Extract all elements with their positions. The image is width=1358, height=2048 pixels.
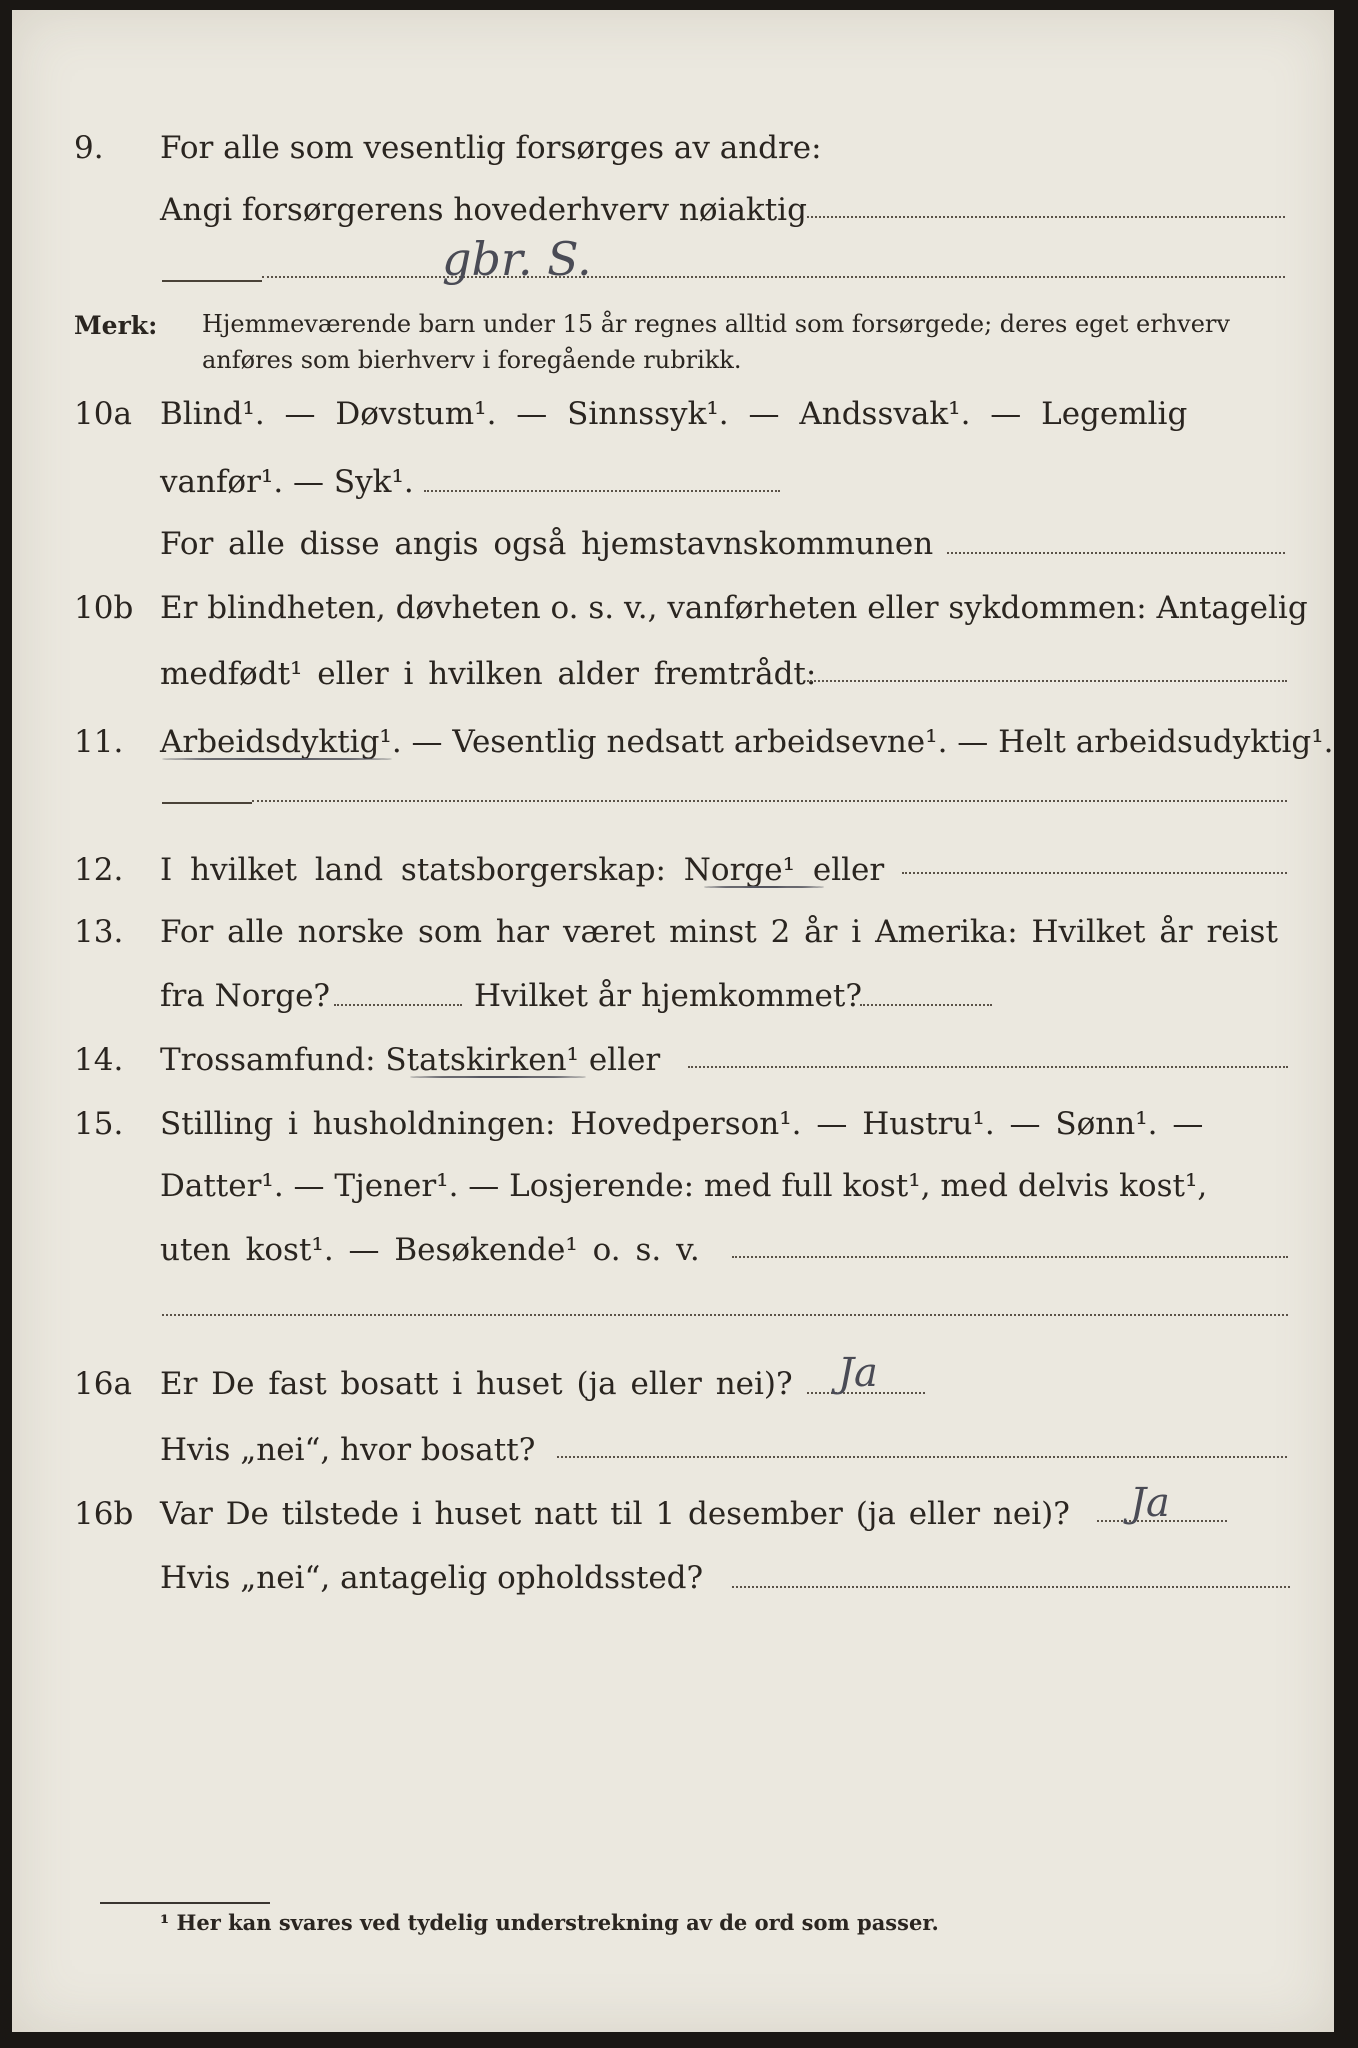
answer-line bbox=[732, 1586, 1290, 1588]
question-text: Trossamfund: Statskirken¹ eller bbox=[160, 1042, 661, 1078]
question-text: Var De tilstede i huset natt til 1 desember (ja eller nei)? bbox=[160, 1496, 1070, 1532]
question-text: For alle disse angis også hjemstavnskommunen bbox=[160, 526, 934, 562]
question-text: Blind¹. — Døvstum¹. — Sinnssyk¹. — Andssvak¹. — Legemlig bbox=[160, 396, 1188, 432]
question-number: 16a bbox=[74, 1366, 132, 1402]
answer-line bbox=[732, 1256, 1288, 1258]
question-number: 15. bbox=[74, 1106, 124, 1142]
answer-line bbox=[947, 552, 1285, 554]
question-number: 10a bbox=[74, 396, 132, 432]
answer-line bbox=[807, 216, 1285, 218]
answer-line bbox=[262, 276, 1285, 278]
question-text: Angi forsørgerens hovederhverv nøiaktig bbox=[160, 192, 807, 228]
question-number: 16b bbox=[74, 1496, 134, 1532]
census-form-page bbox=[12, 10, 1334, 2032]
handwritten-underline bbox=[162, 758, 392, 760]
question-number: 9. bbox=[74, 130, 104, 166]
answer-line bbox=[334, 1004, 462, 1006]
merk-line: anføres som bierhverv i foregående rubrikk. bbox=[202, 346, 742, 374]
question-text: Hvilket år hjemkommet? bbox=[474, 978, 862, 1014]
answer-line bbox=[807, 680, 1287, 682]
answer-line bbox=[424, 490, 780, 492]
question-text: uten kost¹. — Besøkende¹ o. s. v. bbox=[160, 1232, 700, 1268]
answer-line bbox=[860, 1004, 992, 1006]
answer-line bbox=[688, 1066, 1288, 1068]
merk-label: Merk: bbox=[74, 311, 158, 340]
question-text: vanfør¹. — Syk¹. bbox=[160, 464, 414, 500]
question-number: 12. bbox=[74, 852, 124, 888]
question-text: I hvilket land statsborgerskap: Norge¹ eller bbox=[160, 852, 885, 888]
merk-line: Hjemmeværende barn under 15 år regnes alltid som forsørgede; deres eget erhverv bbox=[202, 310, 1230, 338]
question-text: Stilling i husholdningen: Hovedperson¹. — Hustru¹. — Sønn¹. — bbox=[160, 1106, 1204, 1142]
question-text: medfødt¹ eller i hvilken alder fremtrådt: bbox=[160, 656, 817, 692]
question-text: For alle norske som har været minst 2 år i Amerika: Hvilket år reist bbox=[160, 914, 1278, 950]
question-text: Er blindheten, døvheten o. s. v., vanførheten eller sykdommen: Antagelig bbox=[160, 590, 1308, 626]
answer-line bbox=[162, 1314, 1288, 1316]
merk-note bbox=[12, 306, 1334, 386]
handwritten-underline bbox=[704, 886, 824, 888]
question-text: Hvis „nei“, hvor bosatt? bbox=[160, 1432, 536, 1468]
answer-line bbox=[162, 280, 262, 282]
answer-line bbox=[162, 802, 252, 804]
answer-line bbox=[902, 872, 1287, 874]
answer-line bbox=[252, 800, 1287, 802]
question-text: Hvis „nei“, antagelig opholdssted? bbox=[160, 1560, 704, 1596]
question-text: fra Norge? bbox=[160, 978, 331, 1014]
question-text: Arbeidsdyktig¹. — Vesentlig nedsatt arbeidsevne¹. — Helt arbeidsudyktig¹. bbox=[160, 724, 1334, 760]
question-text: For alle som vesentlig forsørges av andre: bbox=[160, 130, 822, 166]
footnote-rule bbox=[100, 1902, 270, 1904]
question-number: 13. bbox=[74, 914, 124, 950]
question-number: 14. bbox=[74, 1042, 124, 1078]
handwritten-underline bbox=[410, 1076, 586, 1078]
handwritten-answer: gbr. S. bbox=[442, 232, 592, 286]
question-number: 11. bbox=[74, 724, 124, 760]
handwritten-answer: Ja bbox=[1130, 1480, 1170, 1526]
question-text: Datter¹. — Tjener¹. — Losjerende: med full kost¹, med delvis kost¹, bbox=[160, 1168, 1208, 1204]
question-text: Er De fast bosatt i huset (ja eller nei)? bbox=[160, 1366, 793, 1402]
question-number: 10b bbox=[74, 590, 134, 626]
footnote: ¹ Her kan svares ved tydelig understrekning av de ord som passer. bbox=[160, 1910, 939, 1935]
answer-line bbox=[557, 1456, 1287, 1458]
handwritten-answer: Ja bbox=[838, 1350, 878, 1396]
